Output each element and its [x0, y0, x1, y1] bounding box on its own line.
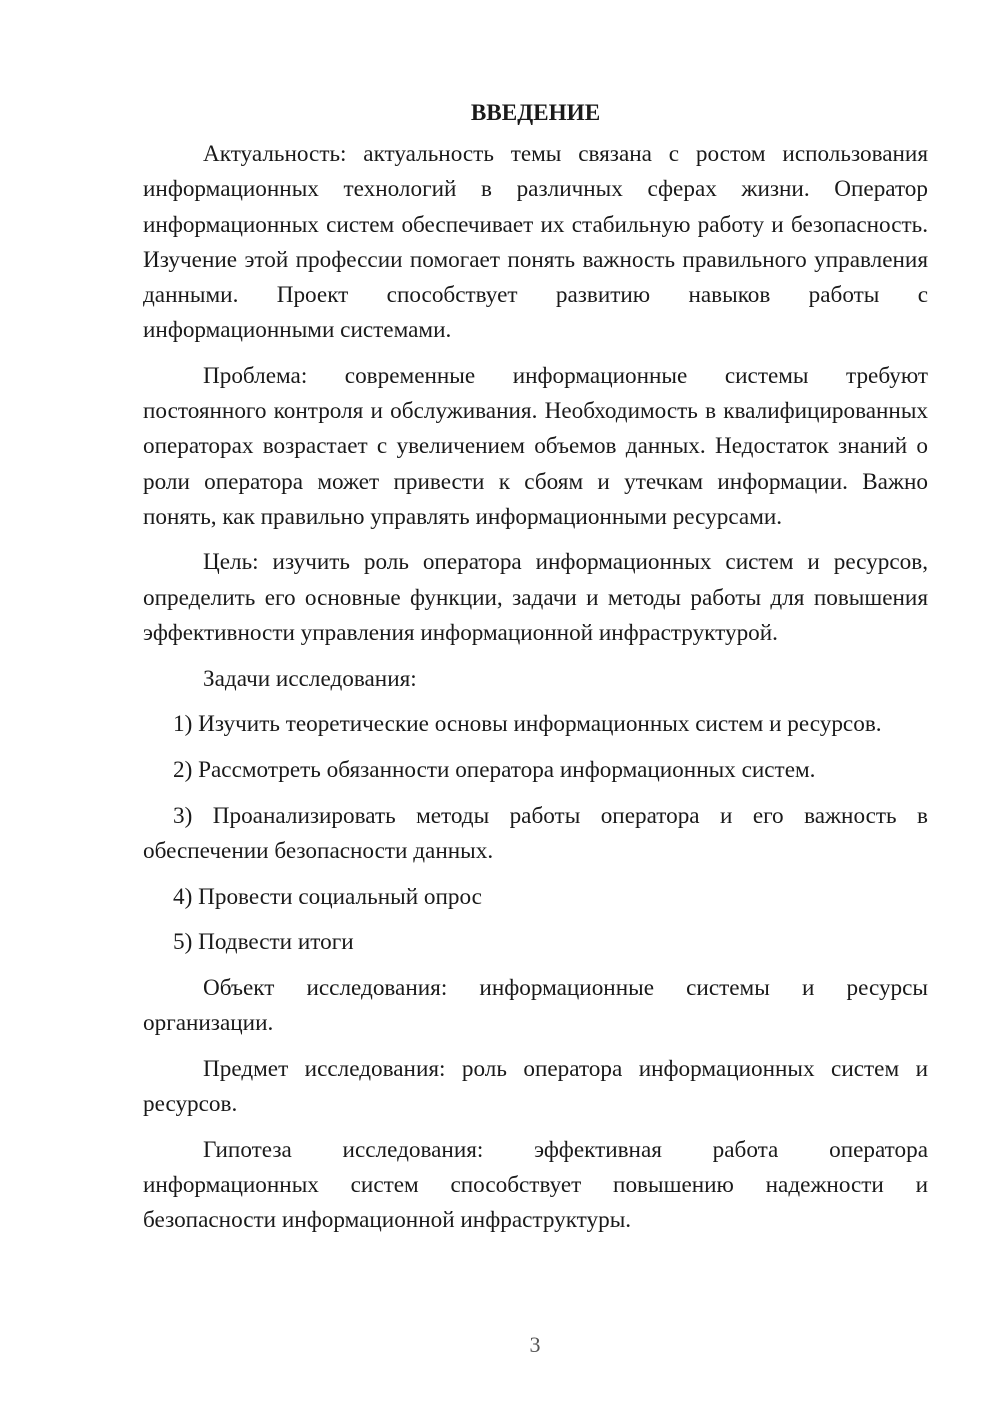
task-item-4: 4) Провести социальный опрос — [173, 883, 482, 910]
tasks-heading: Задачи исследования: — [203, 665, 417, 692]
page-body — [143, 96, 928, 1249]
hypothesis-paragraph: Гипотеза исследования: эффективная работа оператора информационных систем способствует повышению надежности и безопасности информационной инфраструктуры. — [143, 1136, 928, 1234]
goal-paragraph: Цель: изучить роль оператора информационных систем и ресурсов, определить его основные функции, задачи и методы работы для повышения эффективности управления информационной инфраструктурой. — [143, 549, 928, 646]
problem-paragraph: Проблема: современные информационные системы требуют постоянного контроля и обслуживания. Необходимость в квалифицированных операторах возрастает с увеличением объемов данных. Недостаток знаний о роли оператора может привести к сбоям и утечкам информации. Важно понять, как правильно управлять информационными ресурсами. — [143, 362, 928, 530]
task-item-1: 1) Изучить теоретические основы информационных систем и ресурсов. — [173, 711, 882, 738]
object-paragraph: Объект исследования: информационные системы и ресурсы организации. — [143, 974, 928, 1037]
relevance-paragraph: Актуальность: актуальность темы связана с ростом использования информационных технологий в различных сферах жизни. Оператор информационных систем обеспечивает их стабильную работу и безопасность. Изучение этой профессии помогает понять важность правильного управления данными. Проект способствует развитию навыков работы с информационными системами. — [143, 141, 928, 344]
task-item-3: 3) Проанализировать методы работы оператора и его важность в обеспечении безопасности данных. — [143, 802, 928, 864]
task-item-2: 2) Рассмотреть обязанности оператора информационных систем. — [173, 756, 816, 783]
page-number: 3 — [529, 1332, 541, 1357]
subject-paragraph: Предмет исследования: роль оператора информационных систем и ресурсов. — [143, 1055, 928, 1118]
task-item-5: 5) Подвести итоги — [173, 929, 354, 956]
page-title: ВВЕДЕНИЕ — [470, 100, 601, 126]
